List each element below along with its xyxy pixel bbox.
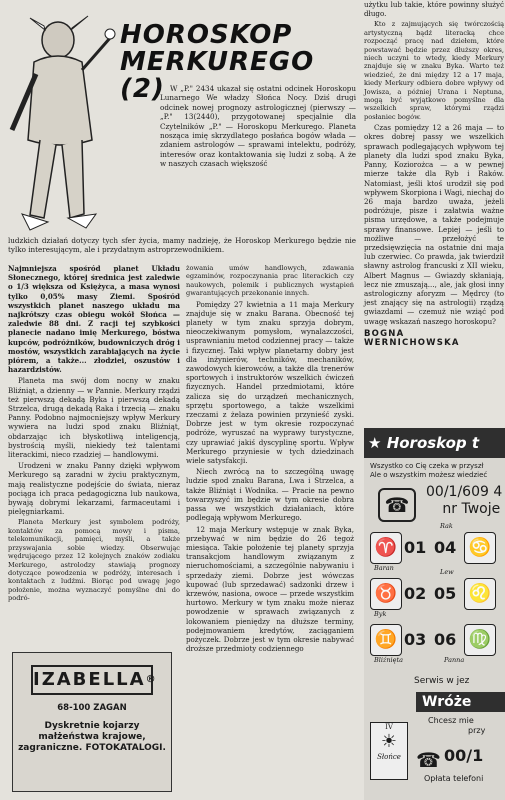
article-intro-continued <box>8 236 356 257</box>
virgo-icon: ♍ <box>464 624 496 656</box>
chcesz-line-2: przy <box>468 726 486 735</box>
advert-subtitle <box>370 462 505 480</box>
advert-address: 68-100 ZAGAN <box>57 703 127 713</box>
title-line-1: HOROSKOP <box>120 20 293 50</box>
title-line-2: MERKUREGO (2) <box>120 47 315 104</box>
zodiac-label: Baran <box>374 564 394 572</box>
sun-tarot-tile <box>370 722 408 780</box>
zodiac-number: 04 <box>434 538 457 557</box>
advert-heading <box>364 428 505 458</box>
phone-icon-bottom: ☎ <box>416 748 441 772</box>
gemini-icon: ♊ <box>370 624 402 656</box>
paragraph: Czas pomiędzy 12 a 26 maja — to okres dobrej passy we wszelkich sprawach podlegających wpływom tej planety dla ludzi spod znaku Byka, Panny, Koziorożca — a w pewnej mierze także dla Ryb i Raków. Natomiast, jeśli ktoś urodził się pod wpływem Skorpiona i Wagi, niechaj do 26 maja bardzo uważa, jeżeli podróżuje, pisze i załatwia ważne pisma urzędowe, a także podejmuje sprawy finansowe. Lepiej — jeśli to możliwe — przełożyć te przedsięwzięcia na ostatnie dni maja lub czerwiec. Co prawda, jak twierdził sławny astrolog francuski z XII wieku, Albert Magnus — Gwiazdy skłaniają, lecz nie zmuszają..., ale, jak głosi inny astrologiczny aforyzm — Mędrcy (to jest znający się na astrologii) rządzą gwiazdami — czemuż nie wziąć pod uwagę wskazań naszego horoskopu? <box>364 123 504 326</box>
zodiac-tile-cancer <box>434 522 492 572</box>
paragraph: 12 maja Merkury wstępuje w znak Byka, przebywać w nim będzie do 26 tegoż miesiąca. Takie położenie tej planety sprzyja transakcjom handlowym związanym z nieruchomościami, a szczególnie nabywaniu i sprzedaży ziemi. Dobrze jest wówczas kupować (lub sprzedawać) sadzonki drzew i krzewów, nasiona, owoce — przede wszystkim hurtowo. Merkury w tym znaku może nieraz powodzenie w sprawach związanych z lokowaniem pieniędzy na dłuższe terminy, podejmowaniem kredytów, zaciąganiem pożyczek. Dobrze jest w tym okresie nabywać droższe przedmioty codziennego <box>186 524 354 654</box>
serwis-text: Serwis w jez <box>414 676 470 686</box>
article-intro <box>160 84 356 171</box>
paragraph: Kto z zajmujących się twórczością artystyczną bądź literacką chce rozpocząć pracę nad dziełem, które powstawać będzie przez dłuższy okres, niech uczyni to wtedy, kiedy Merkury znajduje się w znaku Byka. Warto też wiedzieć, że dni między 12 a 17 maja, kiedy Merkury odbiera dobre wpływy od Jowisza, a później Urana i Neptuna, mogą być wyjątkowo pomyślne dla wszelkich spraw, którymi rządzi posłaniec bogów. <box>364 20 504 121</box>
zodiac-tile-taurus <box>370 578 427 618</box>
chcesz-text <box>428 716 485 736</box>
paragraph: użytku lub takie, które powinny służyć długo. <box>364 0 504 19</box>
paragraph: Niech zwrócą na to szczególną uwagę ludzie spod znaku Barana, Lwa i Strzelca, a także Bliźniąt i Wodnika. — Pracie na pewno towarzyszyć im będzie w tym okresie dobra passa we wszystkich działaniach, które podlegają wpływom Merkurego. <box>186 467 354 523</box>
article-column-1 <box>8 264 180 605</box>
zodiac-label: Lew <box>440 568 454 576</box>
advert-brand <box>31 665 158 695</box>
paragraph: Planeta Merkury jest symbolem podróży, kontaktów za pomocą mowy i pisma, telekomunikacji, pamięci, myśli, a także przyswajania sobie wiedzy. Obserwując wędrującego przez 12 kolejnych znaków zodiaku Merkurego, astrolodzy stawiają prognozy dotyczące powodzenia w podróży, interesach i kontaktach z ludźmi. Biorąc pod uwagę jego położenie, można wyznaczyć pomyślne dni do podró- <box>8 518 180 603</box>
intro-text-a: W „P." 2434 ukazał się ostatni odcinek Horoskopu Lunarnego We władzy Słońca Nocy. Dziś drugi odcinek nowej prognozy astrologicznej (pierwszy — „P." 13(2440), przygotowanej specjalnie dla Czytelników „P." — Horoskopu Merkurego. Planeta nosząca imię skrzydlatego posłańca bogów włada — zdaniem astrologów — sprawami intelektu, podróży, interesów oraz kontaktowania się ludzi z sobą. A że w naszych czasach większość <box>160 84 356 169</box>
zodiac-number: 06 <box>434 630 457 649</box>
tarot-roman-numeral: IV <box>385 723 393 731</box>
phone-number <box>426 484 502 518</box>
author-byline: BOGNA WERNICHOWSKA <box>364 328 460 348</box>
paragraph: żowania umów handlowych, zdawania egzaminów, rozpoczynania prac literackich czy naukowych, polemik i publicznych wystąpień gwarantujących przekonanie innych. <box>186 264 354 298</box>
subtitle-line-1: Wszystko co Cię czeka w przyszł <box>370 462 484 470</box>
phone-number-note: nr Twoje <box>442 501 501 517</box>
zodiac-number: 01 <box>404 538 427 557</box>
aries-icon: ♈ <box>370 532 402 564</box>
fee-note: Opłata telefoni <box>424 774 484 783</box>
sun-icon: ☀ <box>380 731 398 752</box>
mercury-figure-illustration <box>0 0 120 240</box>
horoscope-phone-advert <box>364 428 505 800</box>
zodiac-label: Bliźnięta <box>374 656 403 664</box>
zodiac-tile-leo <box>434 568 492 618</box>
paragraph: Urodzeni w znaku Panny dzięki wpływom Merkurego są zaradni w życiu praktycznym, mają realistyczne podejście do świata, nieraz pociąga ich praca pedagogiczna lub naukowa, bywają dobrymi lekarzami, farmaceutami i pielęgniarkami. <box>8 461 180 517</box>
star-icon: ★ <box>368 434 382 452</box>
zodiac-number: 05 <box>434 584 457 603</box>
registered-mark: ® <box>145 674 158 685</box>
advert-brand-name: IZABELLA <box>33 669 146 690</box>
zodiac-label: Rak <box>440 522 453 530</box>
wrozby-bar <box>416 692 505 712</box>
zodiac-tile-aries <box>370 532 427 572</box>
zodiac-tile-virgo <box>434 624 492 664</box>
advert-heading-text: Horoskop t <box>386 434 480 452</box>
zodiac-label: Byk <box>374 610 387 618</box>
zodiac-tile-gemini <box>370 624 427 664</box>
phone-icon: ☎ <box>378 488 416 522</box>
izabella-advert <box>12 652 172 792</box>
tarot-label: Słońce <box>377 753 401 761</box>
cancer-icon: ♋ <box>464 532 496 564</box>
chcesz-line-1: Chcesz mie <box>428 716 474 725</box>
lead-paragraph: Najmniejsza spośród planet Układu Słonecznego, której średnica jest zaledwie o 1/3 większa od Księżyca, a masa wynosi tylko 0,05% masy Ziemi. Spośród wszystkich planet naszego układu ma najkrótszy czas obiegu wokół Słońca — zaledwie 88 dni. Z racji tej szybkości planecie nadano imię Merkurego, bóstwa kupców, podróżników, budowniczych dróg i mostów, wszystkich zarabiających na życie piórem, a także... złodziei, oszustów i hazardzistów. <box>8 264 180 375</box>
advert-tagline: Dyskretnie kojarzy małżeństwa krajowe, zagraniczne. FOTOKATALOGI. <box>18 721 166 753</box>
zodiac-number: 03 <box>404 630 427 649</box>
zodiac-number: 02 <box>404 584 427 603</box>
zodiac-label: Panna <box>444 656 465 664</box>
article-column-2 <box>186 264 354 655</box>
phone-number-main: 00/1/609 4 <box>426 484 503 500</box>
intro-text-b: ludzkich działań dotyczy tych sfer życia, mamy nadzieję, że Horoskop Merkurego będzie nie tylko interesującym, ale i przydatnym astroprzewodnikiem. <box>8 236 356 255</box>
taurus-icon: ♉ <box>370 578 402 610</box>
paragraph: Planeta ma swój dom nocny w znaku Bliźniąt, a dzienny — w Pannie. Merkury rządzi też pierwszą dekadą Byka i pierwszą dekadą Strzelca, drugą dekadą Raka i trzecią — znaku Panny. Podobno najmocniejszy wpływ Merkury wywiera na ludzi spod znaku Bliźniąt, obdarzając ich błyskotliwą inteligencją, bystrością myśli, niekiedy też talentami literackimi, nieco rzadziej — handlowymi. <box>8 376 180 460</box>
phone-number-bottom: 00/1 <box>444 746 484 765</box>
subtitle-line-2: Ale o wszystkim możesz wiedzieć <box>370 471 488 479</box>
paragraph: Pomiędzy 27 kwietnia a 11 maja Merkury znajduje się w znaku Barana. Obecność tej planety w tym znaku sprzyja dobrym, nieoczekiwanym pomysłom, wynalazczości, usprawnianiu metod codziennej pracy — także i fizycznej. Taki wpływ planetarny dobry jest dla inżynierów, techników, mechaników, zawodowych kierowców, a także dla trenerów sportowych i instruktorów wszelkich ćwiczeń fizycznych. Handel przedmiotami, które zalicza się do urządzeń mechanicznych, sprzętu sportowego, a także wszelkimi rzeczami z żelaza powinien przynieść zyski. Dobrze jest w tym okresie rozpoczynać podróże, wyruszać na wyprawy turystyczne, czy uprawiać jakiś dyscyplinę sportu. Wpływ Merkurego przyniesie w tych dziedzinach wiele satysfakcji. <box>186 299 354 466</box>
article-column-3 <box>364 0 504 348</box>
leo-icon: ♌ <box>464 578 496 610</box>
wrozby-text: Wróże <box>422 694 472 710</box>
